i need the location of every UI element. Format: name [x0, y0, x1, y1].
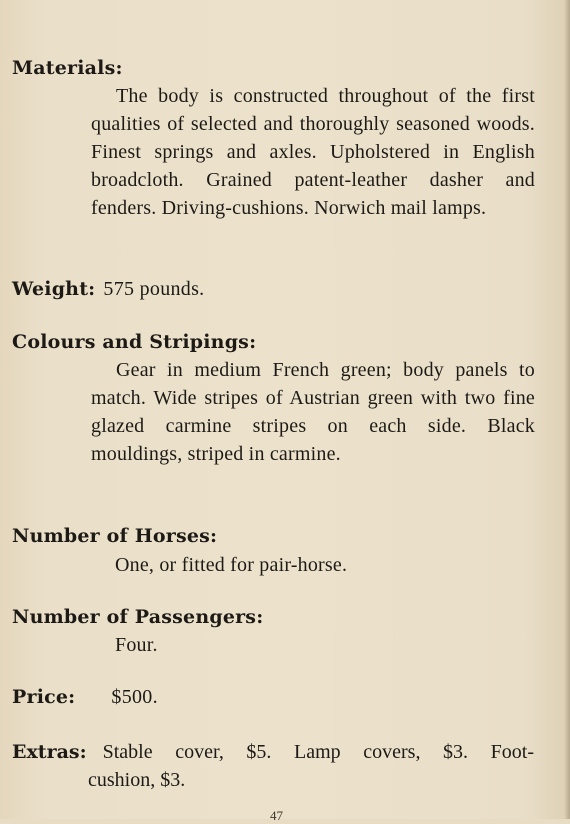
colours-text: Gear in medium French green; body panels to match. Wide stripes of Austrian green with two fine glazed carmine stripes on each side. Black mouldings, striped in carmine. [91, 359, 535, 465]
horses-heading: Number of Horses: [12, 525, 218, 547]
extras-block [12, 738, 534, 794]
passengers-heading: Number of Passengers: [12, 606, 264, 628]
page-number: 47 [270, 808, 283, 823]
horses-value: One, or fitted for pair-horse. [115, 554, 348, 576]
weight-heading: Weight: [12, 278, 96, 300]
passengers-value: Four. [115, 634, 158, 656]
materials-heading: Materials: [12, 57, 123, 79]
weight-value: 575 pounds. [103, 278, 205, 300]
price-row [12, 685, 158, 709]
materials-text: The body is constructed throughout of the first qualities of selected and thoroughly seasoned woods. Finest springs and axles. Upholstered in English broadcloth. Grained patent-leather dasher and fenders. Driving-cushions. Norwich mail lamps. [91, 85, 535, 219]
colours-heading: Colours and Stripings: [12, 331, 257, 353]
price-value: $500. [111, 686, 158, 708]
extras-heading: Extras: [12, 741, 87, 763]
extras-first-line [12, 738, 534, 766]
extras-line-2: cushion, $3. [88, 769, 186, 791]
extras-line-1: Stable cover, $5. Lamp covers, $3. Foot- [102, 741, 534, 763]
price-heading: Price: [12, 686, 76, 708]
weight-row [12, 277, 204, 301]
